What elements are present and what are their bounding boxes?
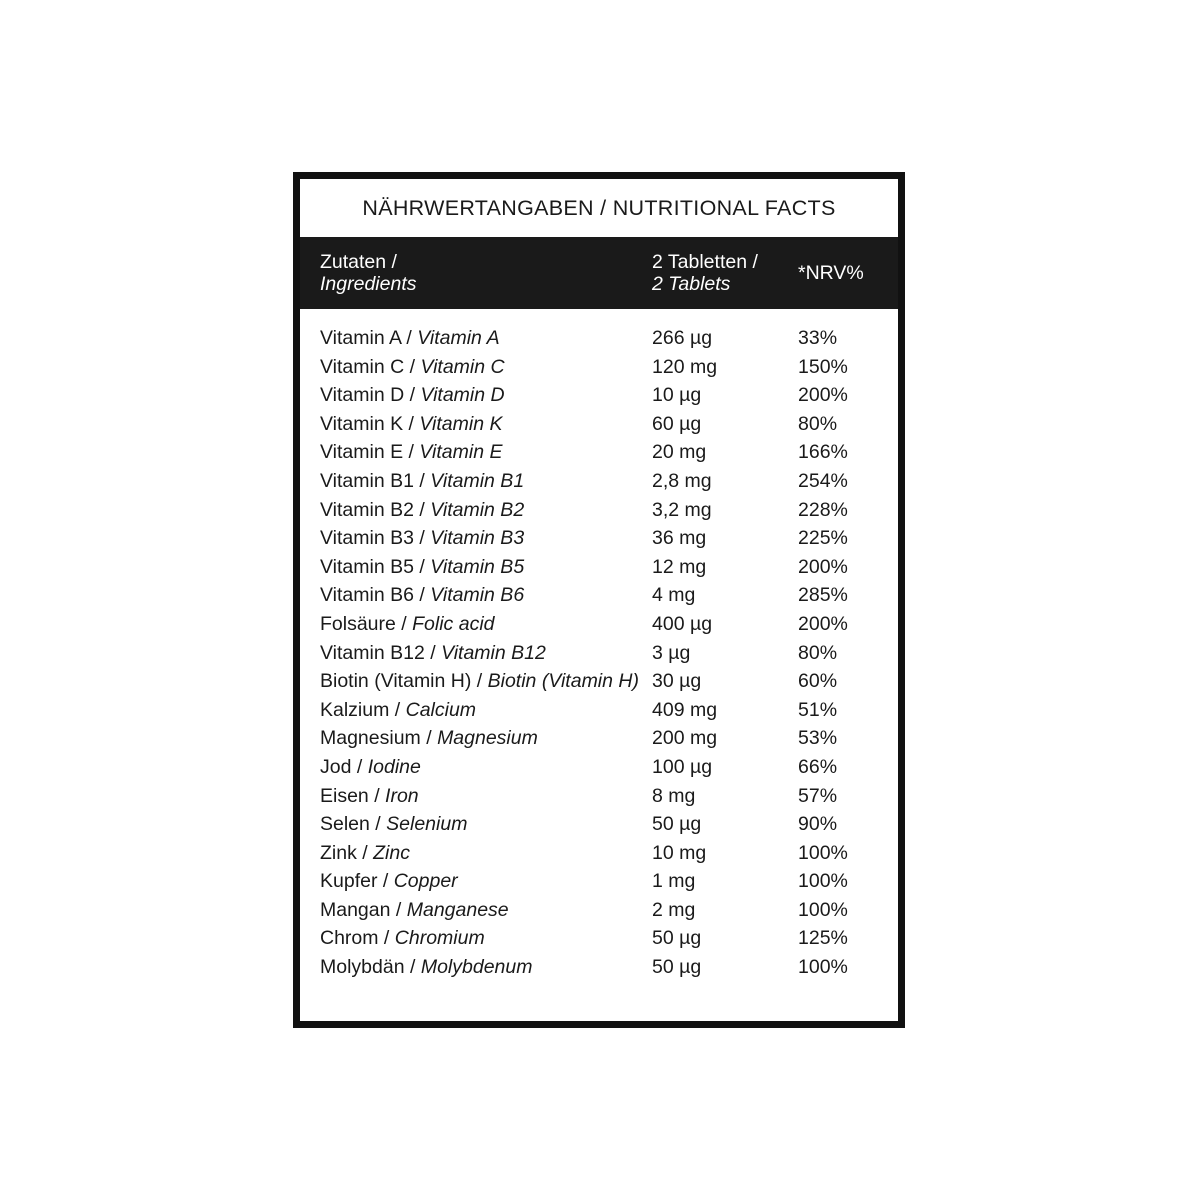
table-row	[300, 956, 898, 985]
nutrient-amount: 400 µg	[652, 612, 713, 635]
table-row	[300, 727, 898, 756]
nutrient-name-en: Iodine	[367, 755, 421, 778]
header-nrv	[792, 237, 898, 309]
nutrient-name-de: Vitamin E	[320, 441, 404, 464]
nutrient-name-de: Zink	[320, 841, 357, 864]
header-ingredients-de: Zutaten /	[320, 250, 397, 273]
nutrient-amount: 266 µg	[652, 327, 713, 349]
nutrient-amount: 3,2 mg	[652, 498, 712, 521]
nutrient-name	[300, 327, 652, 350]
nutrient-name-en: Vitamin D	[420, 384, 505, 407]
nutrient-name-de: Kalzium	[320, 698, 390, 721]
header-nrv-label: *NRV%	[798, 261, 864, 284]
table-header	[300, 237, 898, 309]
table-row	[300, 756, 898, 785]
table-row	[300, 899, 898, 928]
nutrient-name-en: Selenium	[386, 813, 468, 836]
table-row	[300, 413, 898, 442]
table-row	[300, 670, 898, 699]
table-row	[300, 470, 898, 499]
name-separator: /	[400, 327, 418, 349]
nutrient-name	[300, 927, 652, 950]
nutrient-amount: 60 µg	[652, 412, 702, 435]
nutrient-amount: 50 µg	[652, 813, 702, 836]
nutrient-nrv: 57%	[798, 784, 838, 807]
nutrient-amount: 12 mg	[652, 555, 707, 578]
name-separator: /	[369, 813, 387, 836]
nutrient-name	[300, 899, 652, 922]
nutrient-amount: 20 mg	[652, 441, 707, 464]
nutrient-name-de: Mangan	[320, 898, 391, 921]
table-row	[300, 441, 898, 470]
nutrient-name-en: Magnesium	[437, 727, 538, 750]
nutrient-nrv: 60%	[798, 670, 838, 693]
name-separator: /	[404, 355, 421, 378]
nutrient-nrv: 200%	[798, 612, 848, 635]
nutrient-name-de: Jod	[320, 755, 352, 778]
table-row	[300, 813, 898, 842]
name-separator: /	[413, 527, 431, 550]
nutrient-nrv: 53%	[798, 727, 838, 750]
nutrient-name	[300, 470, 652, 493]
nutrient-name-de: Vitamin B6	[320, 584, 414, 607]
nutrient-nrv: 80%	[798, 412, 838, 435]
nutrient-name	[300, 842, 652, 865]
nutrient-amount: 10 µg	[652, 384, 702, 407]
nutrient-name-en: Vitamin B2	[430, 498, 525, 521]
table-row	[300, 699, 898, 728]
name-separator: /	[420, 727, 438, 750]
nutrient-amount: 409 mg	[652, 698, 718, 721]
table-row	[300, 642, 898, 671]
name-separator: /	[395, 612, 413, 635]
nutrient-amount: 120 mg	[652, 355, 718, 378]
nutrient-nrv: 66%	[798, 755, 838, 778]
name-separator: /	[471, 670, 488, 693]
nutrient-nrv: 51%	[798, 698, 838, 721]
nutrient-name-en: Copper	[393, 870, 458, 893]
nutrient-name	[300, 727, 652, 750]
name-separator: /	[404, 384, 421, 407]
table-row	[300, 613, 898, 642]
nutrient-name-en: Manganese	[406, 898, 509, 921]
table-row	[300, 556, 898, 585]
nutrient-name-en: Vitamin E	[419, 441, 503, 464]
nutrient-name-de: Vitamin A	[320, 327, 401, 349]
name-separator: /	[413, 555, 431, 578]
nutrient-name-de: Kupfer	[320, 870, 378, 893]
nutrient-nrv: 228%	[798, 498, 848, 521]
nutrient-name-en: Vitamin B5	[430, 555, 525, 578]
table-row	[300, 584, 898, 613]
nutrient-name-de: Eisen	[320, 784, 369, 807]
nutrient-name-en: Vitamin C	[420, 355, 505, 378]
nutrient-name	[300, 613, 652, 636]
nutrient-amount: 100 µg	[652, 755, 713, 778]
nutrient-name	[300, 584, 652, 607]
nutrient-amount: 200 mg	[652, 727, 718, 750]
header-ingredients	[300, 237, 652, 309]
nutrient-nrv: 150%	[798, 355, 848, 378]
nutrient-nrv: 80%	[798, 641, 838, 664]
table-row	[300, 527, 898, 556]
nutrient-name-en: Vitamin K	[419, 412, 503, 435]
nutrient-amount: 10 mg	[652, 841, 707, 864]
nutrient-name-en: Vitamin B1	[430, 469, 525, 492]
name-separator: /	[413, 584, 431, 607]
name-separator: /	[404, 956, 421, 979]
nutrient-nrv: 200%	[798, 384, 848, 407]
nutrient-rows	[300, 309, 898, 995]
nutrient-name-en: Folic acid	[412, 612, 495, 635]
nutrient-nrv: 285%	[798, 584, 848, 607]
nutrient-amount: 8 mg	[652, 784, 696, 807]
nutrient-nrv: 100%	[798, 898, 848, 921]
nutrient-name	[300, 384, 652, 407]
nutrient-name	[300, 527, 652, 550]
name-separator: /	[403, 412, 420, 435]
nutrient-name-en: Calcium	[405, 698, 477, 721]
nutrient-amount: 4 mg	[652, 584, 696, 607]
nutrient-name-de: Vitamin K	[320, 412, 404, 435]
nutrient-nrv: 225%	[798, 527, 848, 550]
nutrient-nrv: 100%	[798, 841, 848, 864]
nutrient-amount: 2,8 mg	[652, 469, 712, 492]
nutrient-name-en: Biotin (Vitamin H)	[487, 670, 639, 693]
name-separator: /	[351, 755, 368, 778]
table-row	[300, 870, 898, 899]
name-separator: /	[356, 841, 374, 864]
name-separator: /	[389, 698, 406, 721]
nutrient-amount: 36 mg	[652, 527, 707, 550]
nutrient-name	[300, 499, 652, 522]
nutrient-amount: 3 µg	[652, 641, 691, 664]
name-separator: /	[403, 441, 420, 464]
name-separator: /	[424, 641, 442, 664]
nutrient-name	[300, 356, 652, 379]
nutrient-name	[300, 813, 652, 836]
panel-title: NÄHRWERTANGABEN / NUTRITIONAL FACTS	[362, 195, 836, 220]
nutrient-nrv: 254%	[798, 469, 848, 492]
table-row	[300, 499, 898, 528]
header-ingredients-en: Ingredients	[320, 273, 417, 295]
nutrient-name-de: Selen	[320, 813, 370, 836]
nutrient-name-de: Vitamin C	[320, 355, 405, 378]
nutrient-name-en: Vitamin B6	[430, 584, 525, 607]
nutrient-nrv: 33%	[798, 327, 838, 349]
table-row	[300, 842, 898, 871]
nutrient-name-de: Folsäure	[320, 612, 396, 635]
nutrient-name-en: Vitamin B3	[430, 527, 525, 550]
nutrient-name	[300, 556, 652, 579]
nutrient-name-de: Biotin (Vitamin H)	[320, 670, 472, 693]
nutrient-name-de: Vitamin B3	[320, 527, 414, 550]
nutrient-nrv: 100%	[798, 870, 848, 893]
nutrient-amount: 1 mg	[652, 870, 696, 893]
nutrient-nrv: 125%	[798, 927, 848, 950]
header-amount-de: 2 Tabletten /	[652, 250, 758, 273]
nutrient-name-en: Molybdenum	[420, 956, 533, 979]
nutrient-name	[300, 441, 652, 464]
nutrition-facts-panel	[293, 172, 905, 1028]
nutrient-name-de: Vitamin D	[320, 384, 405, 407]
name-separator: /	[377, 870, 394, 893]
name-separator: /	[413, 469, 431, 492]
nutrient-nrv: 90%	[798, 813, 838, 836]
table-row	[300, 785, 898, 814]
nutrient-amount: 50 µg	[652, 927, 702, 950]
header-amount-en: 2 Tablets	[652, 273, 731, 295]
nutrient-nrv: 166%	[798, 441, 848, 464]
table-row	[300, 356, 898, 385]
nutrient-name-en: Chromium	[394, 927, 485, 950]
nutrient-name-en: Zinc	[373, 841, 410, 864]
nutrient-name-de: Magnesium	[320, 727, 421, 750]
name-separator: /	[368, 784, 386, 807]
nutrient-nrv: 100%	[798, 956, 848, 979]
nutrient-name	[300, 756, 652, 779]
nutrient-name-en: Vitamin B12	[441, 641, 546, 664]
nutrient-name	[300, 785, 652, 808]
name-separator: /	[390, 898, 407, 921]
nutrient-name	[300, 670, 652, 693]
nutrient-name	[300, 956, 652, 979]
nutrient-name-de: Chrom	[320, 927, 379, 950]
nutrient-name-de: Vitamin B12	[320, 641, 425, 664]
header-amount	[652, 237, 792, 309]
name-separator: /	[413, 498, 431, 521]
nutrient-name	[300, 642, 652, 665]
name-separator: /	[378, 927, 395, 950]
nutrient-nrv: 200%	[798, 555, 848, 578]
nutrient-name-en: Iron	[385, 784, 419, 807]
table-row	[300, 384, 898, 413]
nutrient-name-en: Vitamin A	[417, 327, 500, 349]
nutrient-name-de: Vitamin B5	[320, 555, 414, 578]
nutrient-name-de: Vitamin B1	[320, 469, 414, 492]
nutrient-name-de: Molybdän	[320, 956, 405, 979]
nutrient-amount: 2 mg	[652, 898, 696, 921]
nutrient-amount: 50 µg	[652, 956, 702, 979]
nutrient-amount: 30 µg	[652, 670, 702, 693]
nutrient-name	[300, 870, 652, 893]
nutrient-name-de: Vitamin B2	[320, 498, 414, 521]
table-row	[300, 327, 898, 356]
nutrient-name	[300, 413, 652, 436]
nutrient-name	[300, 699, 652, 722]
table-row	[300, 927, 898, 956]
